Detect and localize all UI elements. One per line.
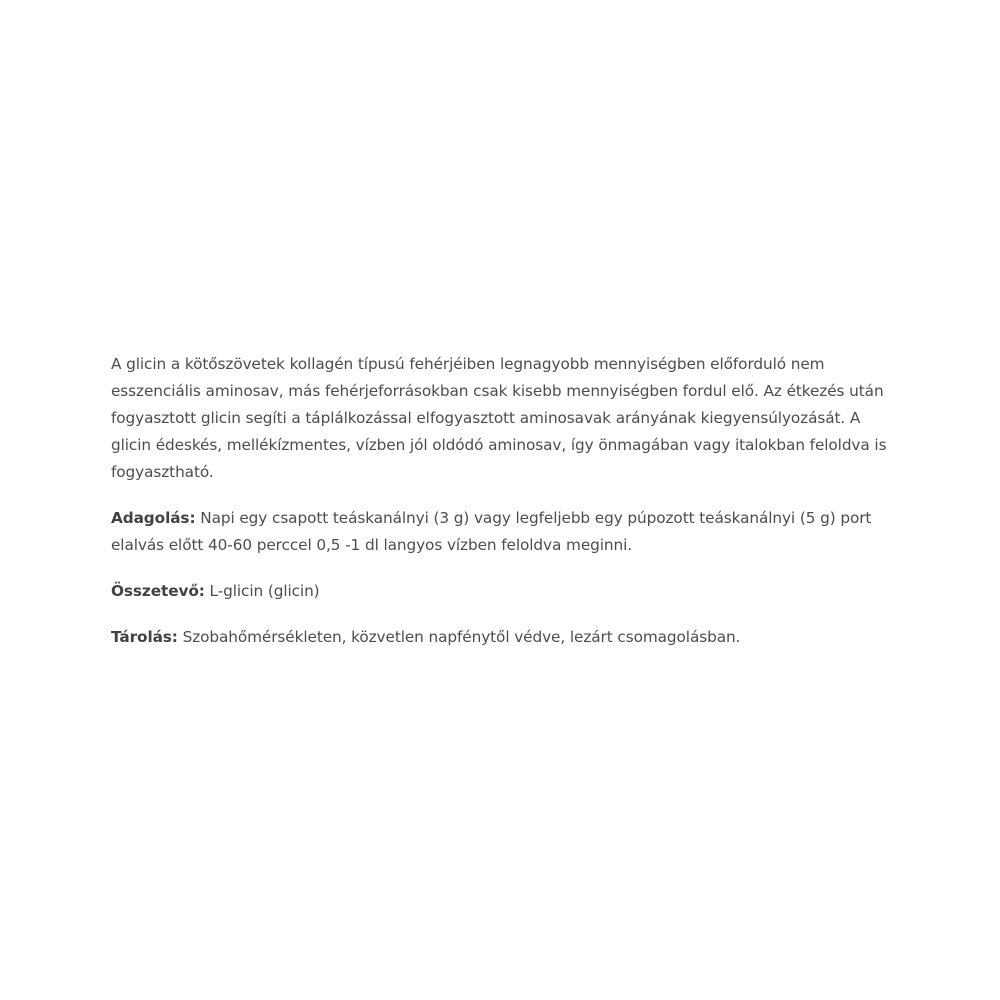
- ingredient-paragraph: [111, 578, 901, 605]
- dosage-paragraph: [111, 505, 901, 559]
- ingredient-label: Összetevő:: [111, 582, 205, 600]
- product-description: [111, 351, 901, 670]
- dosage-label: Adagolás:: [111, 509, 196, 527]
- dosage-text: Napi egy csapott teáskanálnyi (3 g) vagy legfeljebb egy púpozott teáskanálnyi (5 g) port elalvás előtt 40-60 perccel 0,5 -1 dl langyos vízben feloldva meginni.: [111, 509, 872, 554]
- intro-text: A glicin a kötőszövetek kollagén típusú fehérjéiben legnagyobb mennyiségben előforduló nem esszenciális aminosav, más fehérjeforrásokban csak kisebb mennyiségben fordul elő. Az étkezés után fogyasztott glicin segíti a táplálkozással elfogyasztott aminosavak arányának kiegyensúlyozását. A glicin édeskés, mellékízmentes, vízben jól oldódó aminosav, így önmagában vagy italokban feloldva is fogyasztható.: [111, 355, 887, 481]
- ingredient-text: L-glicin (glicin): [204, 582, 320, 600]
- storage-text: Szobahőmérsékleten, közvetlen napfénytől védve, lezárt csomagolásban.: [177, 628, 741, 646]
- storage-paragraph: [111, 624, 901, 651]
- intro-paragraph: [111, 351, 901, 486]
- storage-label: Tárolás:: [111, 628, 178, 646]
